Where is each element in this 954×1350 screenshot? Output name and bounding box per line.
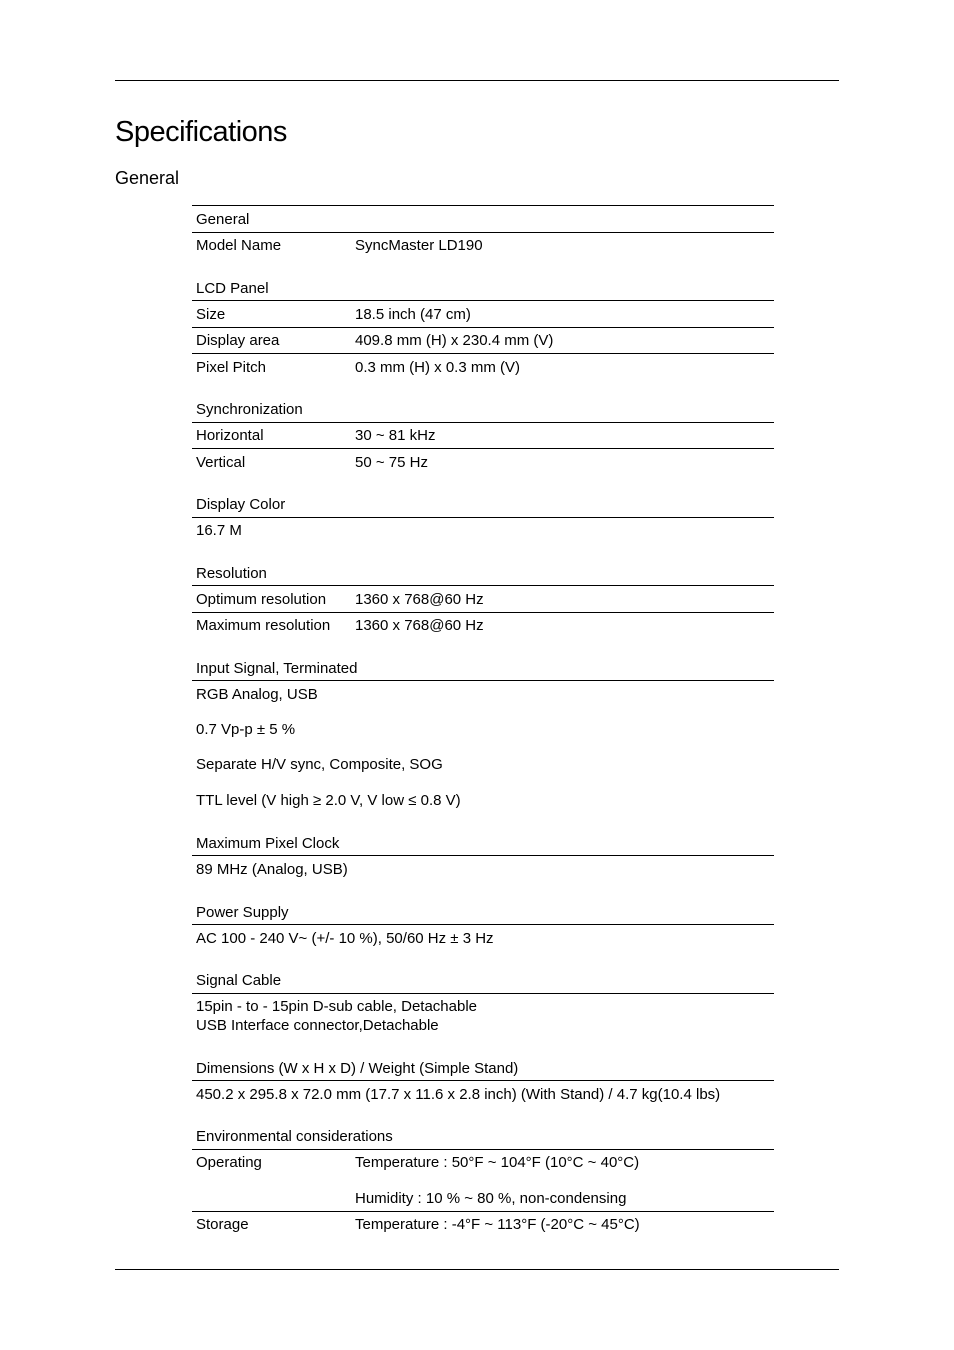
group-heading-dimensions: Dimensions (W x H x D) / Weight (Simple Stand) (196, 1060, 519, 1077)
row-rule (192, 448, 774, 449)
spec-value: Temperature : -4°F ~ 113°F (-20°C ~ 45°C) (355, 1216, 640, 1233)
group-rule (192, 1080, 774, 1081)
group-heading-cable: Signal Cable (196, 972, 282, 989)
group-heading-power: Power Supply (196, 904, 289, 921)
group-rule (192, 422, 774, 423)
group-heading-color: Display Color (196, 496, 286, 513)
spec-label: Operating (196, 1154, 262, 1171)
group-heading-env: Environmental considerations (196, 1128, 393, 1145)
row-rule (192, 612, 774, 613)
group-rule (192, 680, 774, 681)
spec-text: RGB Analog, USB (196, 686, 318, 703)
group-heading-clock: Maximum Pixel Clock (196, 835, 340, 852)
spec-value: SyncMaster LD190 (355, 237, 483, 254)
spec-text: USB Interface connector,Detachable (196, 1017, 439, 1034)
spec-label: Size (196, 306, 226, 323)
spec-text: 16.7 M (196, 522, 242, 539)
spec-text: Separate H/V sync, Composite, SOG (196, 756, 443, 773)
group-rule (192, 232, 774, 233)
spec-value: Humidity : 10 % ~ 80 %, non-condensing (355, 1190, 627, 1207)
page-title: Specifications (115, 116, 287, 148)
group-rule (192, 855, 774, 856)
spec-value: 18.5 inch (47 cm) (355, 306, 471, 323)
spec-label: Vertical (196, 454, 246, 471)
spec-value: 50 ~ 75 Hz (355, 454, 428, 471)
spec-label: Maximum resolution (196, 617, 331, 634)
group-rule (192, 585, 774, 586)
spec-text: TTL level (V high ≥ 2.0 V, V low ≤ 0.8 V) (196, 792, 461, 809)
group-heading-input: Input Signal, Terminated (196, 660, 358, 677)
footer-rule (115, 1269, 839, 1270)
spec-value: 409.8 mm (H) x 230.4 mm (V) (355, 332, 554, 349)
spec-text: AC 100 - 240 V~ (+/- 10 %), 50/60 Hz ± 3 Hz (196, 930, 494, 947)
group-rule (192, 1149, 774, 1150)
header-rule (115, 80, 839, 81)
group-heading-sync: Synchronization (196, 401, 303, 418)
spec-value: 1360 x 768@60 Hz (355, 617, 484, 634)
group-rule (192, 300, 774, 301)
group-rule (192, 517, 774, 518)
group-rule (192, 993, 774, 994)
spec-label: Optimum resolution (196, 591, 327, 608)
spec-text: 89 MHz (Analog, USB) (196, 861, 348, 878)
group-heading-general: General (196, 211, 250, 228)
row-rule (192, 353, 774, 354)
group-heading-lcd: LCD Panel (196, 280, 269, 297)
section-title: General (115, 168, 180, 188)
spec-label: Display area (196, 332, 280, 349)
spec-label: Pixel Pitch (196, 359, 267, 376)
spec-label: Horizontal (196, 427, 264, 444)
spec-value: 1360 x 768@60 Hz (355, 591, 484, 608)
spec-text: 15pin - to - 15pin D-sub cable, Detachable (196, 998, 478, 1015)
spec-text: 0.7 Vp-p ± 5 % (196, 721, 296, 738)
spec-value: Temperature : 50°F ~ 104°F (10°C ~ 40°C) (355, 1154, 640, 1171)
group-rule (192, 924, 774, 925)
spec-text: 450.2 x 295.8 x 72.0 mm (17.7 x 11.6 x 2.8 inch) (With Stand) / 4.7 kg(10.4 lbs) (196, 1086, 721, 1103)
row-rule (192, 327, 774, 328)
spec-value: 0.3 mm (H) x 0.3 mm (V) (355, 359, 521, 376)
row-rule (192, 1211, 774, 1212)
group-heading-resolution: Resolution (196, 565, 267, 582)
spec-value: 30 ~ 81 kHz (355, 427, 436, 444)
spec-label: Model Name (196, 237, 282, 254)
spec-label: Storage (196, 1216, 249, 1233)
table-top-rule (192, 205, 774, 206)
